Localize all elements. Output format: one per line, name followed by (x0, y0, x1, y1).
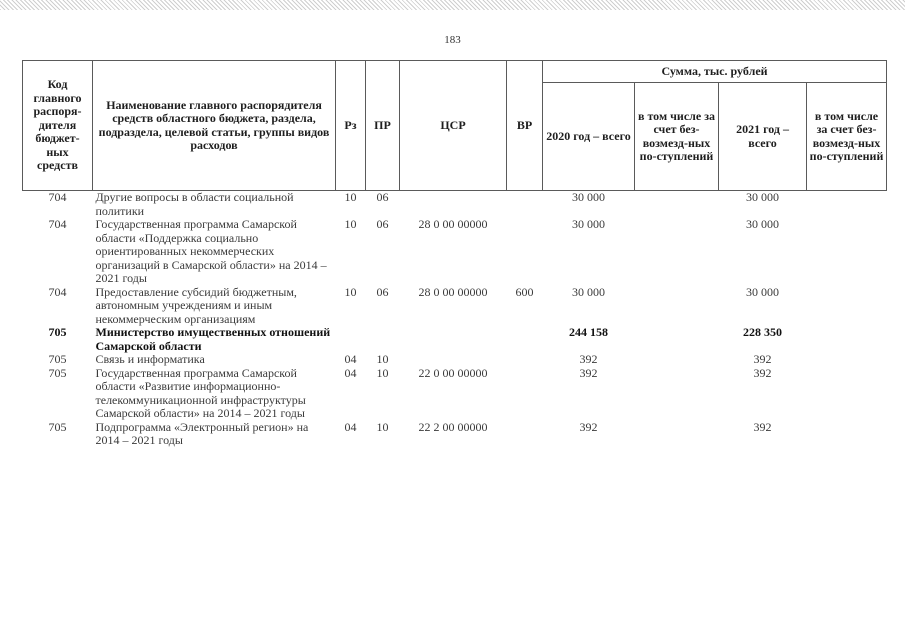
cell-code: 704 (48, 217, 67, 231)
cell-2020-total: 244 158 (569, 325, 608, 339)
cell-name: Государственная программа Самарской области «Развитие информационно-телекоммуникационной инфраструктуры Самарской области» на 2014 – 2021 годы (95, 365, 306, 420)
page-number: 183 (444, 34, 461, 46)
cell-2020-gratuitous (635, 218, 719, 286)
table-row (23, 367, 887, 421)
header-2020-gratuitous: в том числе за счет без-возмезд-ных по-ступлений (635, 83, 719, 191)
cell-2020-gratuitous (635, 326, 719, 353)
cell-2021-total: 392 (753, 419, 772, 434)
cell-pr: 06 (376, 217, 389, 231)
cell-code: 705 (48, 325, 67, 339)
cell-code: 704 (48, 284, 67, 299)
cell-2020-total: 392 (579, 352, 598, 366)
cell-2020-total: 30 000 (572, 190, 605, 204)
cell-code: 705 (48, 419, 67, 434)
cell-2021-total: 30 000 (746, 284, 779, 299)
header-pr: ПР (366, 61, 400, 191)
cell-2020-total: 392 (579, 419, 598, 434)
cell-vr (507, 218, 543, 286)
cell-csr: 22 0 00 00000 (418, 365, 488, 380)
header-vr: ВР (507, 61, 543, 191)
cell-vr (507, 191, 543, 219)
cell-pr: 10 (376, 365, 389, 380)
cell-2021-gratuitous (807, 191, 887, 219)
header-2021-total: 2021 год – всего (719, 83, 807, 191)
table-row (23, 191, 887, 219)
cell-vr (507, 421, 543, 448)
cell-2020-gratuitous (635, 353, 719, 367)
header-sum: Сумма, тыс. рублей (543, 61, 887, 83)
cell-name: Другие вопросы в области социальной политики (95, 190, 294, 218)
cell-vr (507, 326, 543, 353)
cell-csr: 28 0 00 00000 (418, 284, 488, 299)
cell-vr (507, 367, 543, 421)
cell-rz: 04 (344, 419, 357, 434)
table-row (23, 326, 887, 353)
cell-rz (336, 326, 366, 353)
cell-pr: 06 (376, 284, 389, 299)
cell-2021-gratuitous (807, 286, 887, 327)
cell-2021-total: 392 (753, 365, 772, 380)
cell-2021-gratuitous (807, 353, 887, 367)
cell-vr (507, 353, 543, 367)
cell-name: Министерство имущественных отношений Самарской области (95, 325, 331, 353)
cell-rz: 04 (344, 365, 357, 380)
cell-2020-gratuitous (635, 367, 719, 421)
cell-rz: 10 (344, 284, 357, 299)
cell-2021-gratuitous (807, 421, 887, 448)
cell-rz: 10 (344, 217, 357, 231)
cell-pr: 06 (376, 190, 389, 204)
cell-csr: 28 0 00 00000 (418, 217, 488, 231)
cell-csr (400, 326, 507, 353)
cell-2021-total: 228 350 (743, 325, 782, 339)
cell-name: Государственная программа Самарской области «Поддержка социально ориентированных некоммерческих организаций в Самарской области» на 2014 – 2021 годы (95, 217, 327, 285)
cell-pr: 10 (376, 352, 389, 366)
table-header (23, 61, 887, 191)
cell-csr (400, 353, 507, 367)
cell-pr: 10 (376, 419, 389, 434)
header-csr: ЦСР (400, 61, 507, 191)
cell-rz: 10 (344, 190, 357, 204)
cell-2020-gratuitous (635, 421, 719, 448)
cell-2021-gratuitous (807, 218, 887, 286)
cell-2021-total: 30 000 (746, 190, 779, 204)
cell-name: Подпрограмма «Электронный регион» на 2014 – 2021 годы (95, 419, 309, 447)
header-rz: Рз (336, 61, 366, 191)
scan-border-hatch (0, 0, 905, 10)
cell-2020-total: 30 000 (572, 217, 605, 231)
cell-2020-gratuitous (635, 191, 719, 219)
cell-code: 704 (48, 190, 67, 204)
cell-csr (400, 191, 507, 219)
cell-2021-total: 30 000 (746, 217, 779, 231)
cell-2020-gratuitous (635, 286, 719, 327)
cell-code: 705 (48, 365, 67, 380)
cell-2021-gratuitous (807, 367, 887, 421)
cell-code: 705 (48, 352, 67, 366)
table-row (23, 286, 887, 327)
cell-2021-gratuitous (807, 326, 887, 353)
cell-csr: 22 2 00 00000 (418, 419, 488, 434)
cell-rz: 04 (344, 352, 357, 366)
cell-2020-total: 30 000 (572, 284, 605, 299)
header-2020-total: 2020 год – всего (543, 83, 635, 191)
cell-pr (366, 326, 400, 353)
table-body (23, 191, 887, 448)
header-code: Код главного распоря-дителя бюджет-ных средств (23, 61, 93, 191)
table-row (23, 421, 887, 448)
cell-name: Предоставление субсидий бюджетным, автономным учреждениям и иным некоммерческим организациям (95, 284, 297, 326)
cell-2021-total: 392 (753, 352, 772, 366)
budget-table (22, 60, 887, 448)
header-2021-gratuitous: в том числе за счет без-возмезд-ных по-ступлений (807, 83, 887, 191)
cell-name: Связь и информатика (95, 352, 205, 366)
cell-vr: 600 (515, 284, 534, 299)
cell-2020-total: 392 (579, 365, 598, 380)
header-name: Наименование главного распорядителя средств областного бюджета, раздела, подраздела, целевой статьи, группы видов расходов (93, 61, 336, 191)
table-row (23, 353, 887, 367)
table-row (23, 218, 887, 286)
